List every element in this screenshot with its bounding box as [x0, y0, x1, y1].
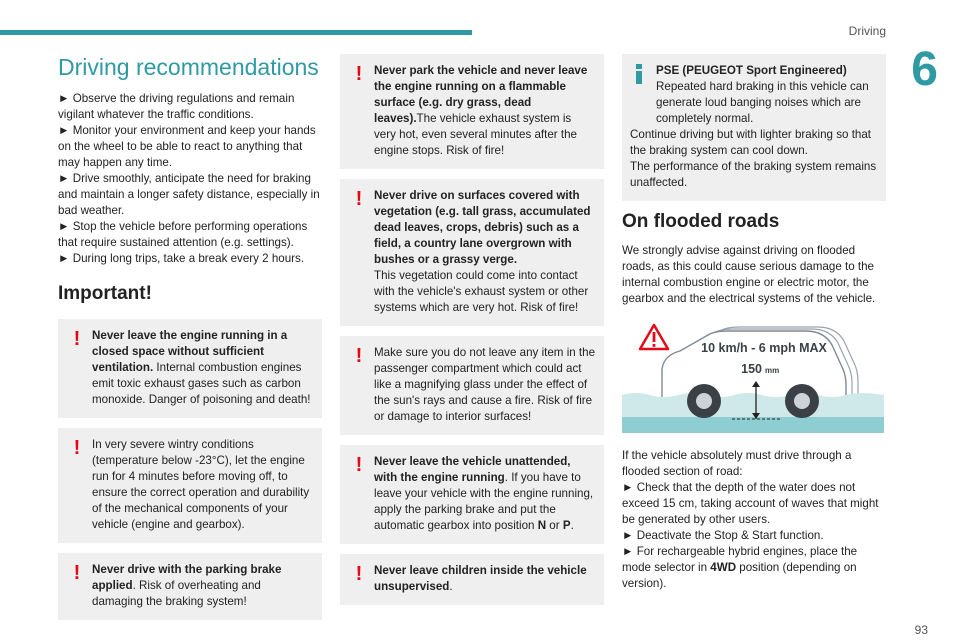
warning-box [340, 179, 604, 326]
warning-text: . [449, 580, 453, 593]
header-accent-bar [0, 30, 472, 35]
page-title: Driving recommendations [58, 54, 319, 80]
chapter-number: 6 [911, 43, 938, 96]
warning-exclamation-icon: ! [355, 454, 363, 476]
warning-exclamation-icon: ! [355, 63, 363, 85]
warning-text: Make sure you do not leave any item in the passenger compartment which could act like a magnifying glass under the effect of the sun's rays and cause a fire. Risk of fire or damage to interior surfaces! [374, 346, 596, 423]
info-line: Continue driving but with lighter braking so that the braking system can cool down. [630, 128, 872, 157]
flooded-roads-intro: We strongly advise against driving on flooded roads, as this could cause serious damage to the internal combustion engine or electric motor, the gearbox and the electrical systems of the vehicle. [622, 244, 876, 305]
warning-bold-text: Never drive with the parking brake applied [92, 563, 282, 592]
flooded-roads-heading: On flooded roads [622, 211, 780, 232]
list-item: ► For rechargeable hybrid engines, place the mode selector in 4WD position (depending on version). [622, 545, 858, 590]
list-item: ► Deactivate the Stop & Start function. [622, 529, 824, 542]
info-title: PSE (PEUGEOT Sport Engineered) [656, 64, 847, 77]
warning-box [340, 336, 604, 435]
warning-text: In very severe wintry conditions (temperature below -23°C), let the engine run for 4 minutes before moving off, to ensure the correct operation and durability of the mechanical components of your vehicle (engine and gearbox). [92, 438, 310, 531]
warning-box: ! Never leave the vehicle unattended, with the engine running. If you have to leave your vehicle with the engine running, apply the parking brake and put the automatic gearbox into position N or P. [340, 445, 604, 544]
column-2 [340, 54, 604, 615]
warning-bold-text: Never leave the vehicle unattended, with the engine running [374, 455, 571, 484]
warning-box [340, 554, 604, 605]
speed-limit-label: 10 km/h - 6 mph MAX [701, 341, 827, 355]
warning-exclamation-icon: ! [355, 345, 363, 367]
flooded-roads-lead: If the vehicle absolutely must drive through a flooded section of road: [622, 449, 852, 478]
info-line: The performance of the braking system remains unaffected. [630, 160, 877, 189]
warning-exclamation-icon: ! [73, 328, 81, 350]
important-heading: Important! [58, 283, 152, 304]
warning-exclamation-icon: ! [73, 437, 81, 459]
warning-box [58, 319, 322, 418]
info-line: Repeated hard braking in this vehicle can generate loud banging noises which are completely normal. [656, 80, 869, 125]
list-item: ► During long trips, take a break every 2 hours. [58, 252, 305, 265]
column-1 [58, 54, 322, 630]
gear-position-p: P [562, 519, 571, 532]
running-header-section: Driving [848, 24, 886, 38]
depth-unit-label: mm [765, 366, 780, 375]
flooded-road-illustration [622, 321, 884, 433]
warning-bold-text: Never park the vehicle and never leave the engine running on a flammable surface (e.g. dry grass, dead leaves). [374, 64, 588, 125]
warning-exclamation-icon: ! [73, 562, 81, 584]
warning-box [58, 428, 322, 543]
warning-text: Internal combustion engines emit toxic exhaust gases such as carbon monoxide. Danger of poisoning and death! [92, 361, 311, 406]
warning-box [340, 54, 604, 169]
info-box [622, 54, 886, 201]
info-icon [632, 64, 646, 84]
recommendations-list [58, 91, 322, 267]
column-3 [622, 54, 886, 592]
warning-triangle-icon [640, 325, 668, 349]
flooded-roads-list [622, 480, 886, 592]
page-number: 93 [914, 623, 928, 637]
warning-text: The vehicle exhaust system is very hot, even several minutes after the engine stops. Risk of fire! [374, 112, 577, 157]
warning-bold-text: Never leave children inside the vehicle unsupervised [374, 564, 587, 593]
warning-bold-text: Never drive on surfaces covered with vegetation (e.g. tall grass, accumulated dead leaves, crops, debris) such as a field, a country lane overgrown with bushes or a grassy verge. [374, 189, 591, 266]
warning-text: . Risk of overheating and damaging the braking system! [92, 579, 261, 608]
warning-text: . If you have to leave your vehicle with the engine running, apply the parking brake and put the automatic gearbox into position [374, 471, 594, 532]
depth-value-label: 150 [741, 362, 762, 376]
warning-box [58, 553, 322, 620]
list-item: ► Drive smoothly, anticipate the need for braking and maintain a longer safety distance, especially in bad weather. [58, 172, 320, 217]
warning-text: This vegetation could come into contact with the vehicle's exhaust system or other systems which are very hot. Risk of fire! [374, 269, 589, 314]
list-item: ► Monitor your environment and keep your hands on the wheel to be able to react to anything that may happen any time. [58, 124, 316, 169]
list-item: ► Check that the depth of the water does not exceed 15 cm, taking account of waves that might be generated by other users. [622, 481, 879, 526]
mode-4wd: 4WD [710, 561, 737, 574]
list-item: ► Observe the driving regulations and remain vigilant whatever the traffic conditions. [58, 92, 295, 121]
warning-exclamation-icon: ! [355, 563, 363, 585]
gear-position-n: N [537, 519, 547, 532]
list-item: ► Stop the vehicle before performing operations that require sustained attention (e.g. settings). [58, 220, 308, 249]
warning-exclamation-icon: ! [355, 188, 363, 210]
warning-bold-text: Never leave the engine running in a closed space without sufficient ventilation. [92, 329, 288, 374]
